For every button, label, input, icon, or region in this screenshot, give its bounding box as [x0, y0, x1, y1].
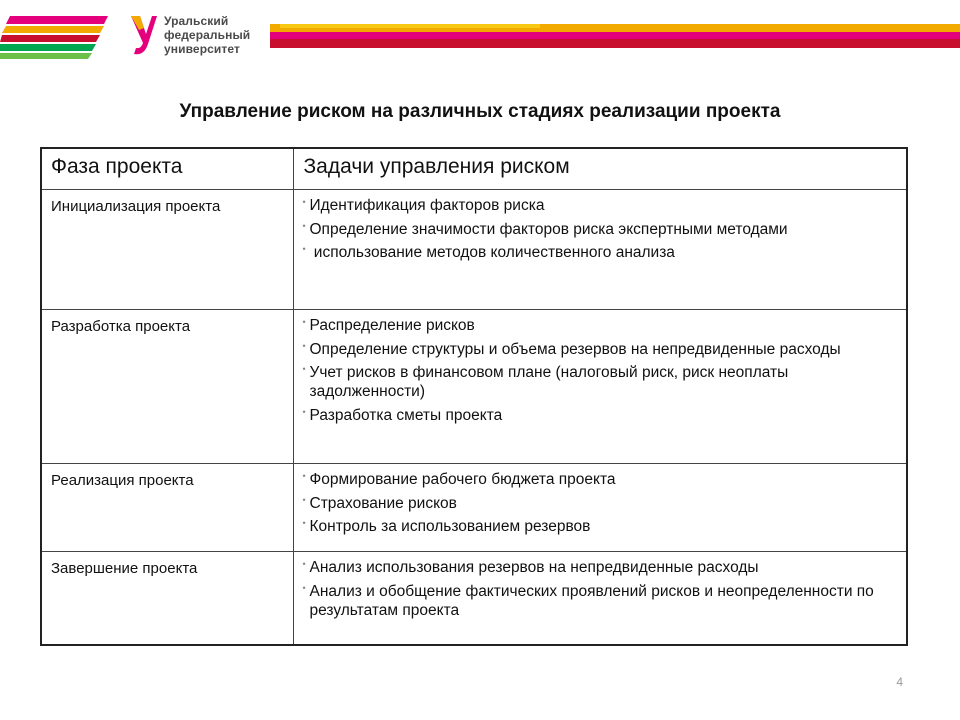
task-item — [303, 494, 897, 513]
logo-line-3: университет — [164, 42, 240, 56]
risk-management-table — [40, 147, 908, 646]
task-text: Страхование рисков — [309, 494, 457, 512]
task-text: Формирование рабочего бюджета проекта — [309, 471, 616, 488]
table-header-row — [41, 148, 907, 190]
task-text: Определение структуры и объема резервов на непредвиденные расходы — [309, 340, 841, 358]
task-text: Анализ использования резервов на непредвиденные расходы — [309, 559, 759, 576]
bullet-icon: • — [302, 559, 306, 569]
table-row — [41, 310, 907, 464]
decorative-stripes-left — [0, 14, 108, 64]
logo-line-2: федеральный — [164, 28, 251, 42]
task-item — [303, 406, 897, 425]
task-text: Анализ и обобщение фактических проявлений рисков и неопределенности по результатам проекта — [309, 582, 874, 619]
logo-text — [164, 14, 250, 56]
tasks-cell — [293, 552, 907, 646]
bullet-icon: • — [302, 244, 306, 254]
phase-cell: Реализация проекта — [41, 464, 293, 552]
university-logo — [128, 14, 268, 64]
logo-line-1: Уральский — [164, 14, 229, 28]
phase-cell: Инициализация проекта — [41, 190, 293, 310]
bullet-icon: • — [302, 494, 306, 505]
bullet-icon: • — [302, 518, 306, 528]
task-text: Контроль за использованием резервов — [309, 518, 591, 535]
tasks-cell — [293, 190, 907, 310]
task-item — [303, 558, 897, 577]
task-text: использование методов количественного анализа — [309, 244, 675, 261]
task-item — [303, 470, 897, 489]
bullet-icon: • — [302, 364, 306, 374]
decorative-stripes-right — [270, 22, 960, 52]
bullet-icon: • — [302, 220, 306, 231]
task-text: Определение значимости факторов риска экспертными методами — [309, 220, 788, 238]
phase-cell: Завершение проекта — [41, 552, 293, 646]
page-number: 4 — [896, 675, 903, 689]
table-row — [41, 464, 907, 552]
bullet-icon: • — [302, 340, 306, 351]
phase-cell: Разработка проекта — [41, 310, 293, 464]
task-text: Разработка сметы проекта — [309, 406, 503, 424]
task-item — [303, 517, 897, 536]
task-item — [303, 340, 897, 359]
task-item — [303, 243, 897, 262]
table-row — [41, 552, 907, 646]
task-item — [303, 196, 897, 215]
bullet-icon: • — [302, 197, 306, 207]
task-item — [303, 316, 897, 335]
task-item — [303, 582, 897, 620]
task-text: Учет рисков в финансовом плане (налоговый риск, риск неоплаты задолженности) — [309, 364, 789, 400]
tasks-cell — [293, 310, 907, 464]
tasks-cell — [293, 464, 907, 552]
task-text: Распределение рисков — [309, 317, 475, 334]
logo-mark-icon — [128, 14, 160, 58]
table-row — [41, 190, 907, 310]
task-text: Идентификация факторов риска — [309, 197, 545, 214]
header-phase: Фаза проекта — [41, 148, 293, 190]
slide-title: Управление риском на различных стадиях реализации проекта — [179, 101, 781, 122]
header-tasks: Задачи управления риском — [293, 148, 907, 190]
bullet-icon: • — [302, 317, 306, 327]
bullet-icon: • — [302, 582, 306, 593]
task-item — [303, 363, 897, 401]
task-item — [303, 220, 897, 239]
bullet-icon: • — [302, 406, 306, 417]
bullet-icon: • — [302, 471, 306, 481]
